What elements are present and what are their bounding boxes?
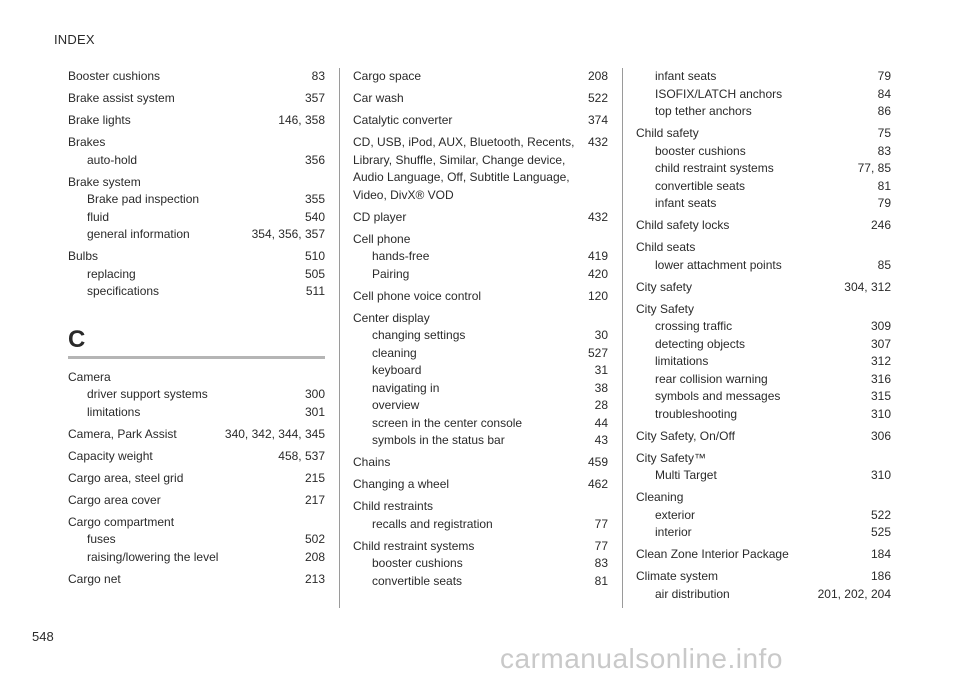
index-entry [68, 448, 325, 466]
index-entry-row [68, 571, 325, 589]
index-page-ref: 215 [304, 470, 325, 485]
index-subentry-row [636, 86, 891, 104]
index-entry [636, 68, 891, 121]
index-entry-row [68, 174, 325, 192]
index-list [68, 68, 325, 301]
index-entry-row [68, 470, 325, 488]
index-page-ref: 525 [870, 525, 891, 539]
index-page-ref: 459 [587, 455, 608, 469]
index-page-ref: 356 [304, 152, 325, 167]
index-entry-row [636, 301, 891, 319]
index-entry [353, 90, 608, 108]
index-term: City Safety, On/Off [636, 428, 735, 443]
index-page-ref: 432 [587, 135, 608, 149]
index-entry-row [68, 448, 325, 466]
index-page-ref: 184 [870, 547, 891, 561]
index-subterm: booster cushions [372, 556, 463, 570]
index-entry-row [353, 538, 608, 556]
index-term: City Safety [636, 301, 695, 316]
index-subentry-row [68, 283, 325, 301]
index-subterm: rear collision warning [655, 371, 768, 386]
index-subentry-row [636, 524, 891, 542]
index-entry-row [68, 369, 325, 387]
index-term: Camera [68, 369, 111, 384]
index-subterm: fuses [87, 532, 116, 546]
index-term: Cargo area cover [68, 492, 161, 507]
index-entry [68, 248, 325, 301]
index-entry [353, 538, 608, 591]
index-term: Catalytic converter [353, 113, 453, 127]
index-subterm: symbols in the status bar [372, 433, 505, 447]
index-subentry-row [636, 178, 891, 196]
index-page-ref: 186 [870, 569, 891, 583]
index-page-ref: 340, 342, 344, 345 [224, 426, 325, 441]
index-subterm: exterior [655, 507, 696, 522]
index-entry-row [636, 568, 891, 586]
index-page-ref [317, 134, 325, 152]
index-subentry-row [68, 191, 325, 209]
index-page-ref: 79 [877, 69, 891, 83]
index-page-ref: 120 [587, 288, 608, 303]
index-page-ref: 505 [304, 266, 325, 281]
index-subterm: Multi Target [655, 468, 717, 482]
index-subentry-row [636, 143, 891, 161]
index-page-ref: 81 [877, 178, 891, 193]
index-entry-row [353, 498, 608, 516]
index-term: Camera, Park Assist [68, 426, 177, 441]
index-subterm: convertible seats [372, 573, 463, 588]
index-subentry-row [68, 226, 325, 244]
index-subentry-row [353, 327, 608, 345]
index-subentry-row [68, 549, 325, 567]
index-page-ref: 310 [870, 406, 891, 421]
index-entry [636, 546, 891, 564]
index-page-ref [883, 301, 891, 319]
index-subterm: child restraint systems [655, 161, 774, 175]
index-term: Chains [353, 455, 391, 469]
index-subterm: overview [372, 398, 420, 412]
index-subterm: limitations [655, 354, 709, 368]
index-entry-row [353, 288, 608, 306]
page-number: 548 [32, 629, 54, 644]
index-page-ref: 307 [870, 336, 891, 351]
index-page-ref: 312 [870, 354, 891, 368]
column-divider [622, 68, 623, 608]
index-page-ref: 77 [594, 538, 608, 553]
index-entry [353, 134, 608, 204]
index-term: Brake assist system [68, 91, 175, 105]
index-subterm: top tether anchors [655, 104, 752, 118]
index-subentry-row [636, 388, 891, 406]
index-page-ref [883, 239, 891, 257]
index-page-ref: 208 [304, 549, 325, 564]
index-entry-row [353, 68, 608, 86]
index-term: CD, USB, iPod, AUX, Bluetooth, Recents, Library, Shuffle, Similar, Change device, Audio Language, Off, Subtitle Language, Video, DivX® VOD [353, 135, 575, 202]
index-subterm: recalls and registration [372, 516, 493, 531]
index-entry [353, 231, 608, 284]
index-entry-row [68, 134, 325, 152]
column-divider [339, 68, 340, 608]
index-subterm: detecting objects [655, 336, 746, 351]
index-page-ref: 420 [587, 266, 608, 281]
index-list [353, 68, 608, 590]
index-page-ref [600, 310, 608, 328]
index-subentry-row [353, 248, 608, 266]
index-subentry-row [353, 555, 608, 573]
index-entry-row [68, 90, 325, 108]
index-page-ref: 30 [594, 328, 608, 342]
index-subterm: troubleshooting [655, 406, 738, 421]
index-page-ref: 217 [304, 492, 325, 507]
index-subentry-row [68, 152, 325, 170]
index-term: Cargo compartment [68, 514, 175, 529]
index-page-ref: 77 [594, 516, 608, 531]
index-page-ref: 28 [594, 398, 608, 412]
index-term: CD player [353, 209, 407, 224]
index-entry-row [68, 68, 325, 86]
index-term: Cargo net [68, 571, 121, 586]
index-page-ref [317, 514, 325, 532]
index-subentry-row [353, 573, 608, 591]
index-column-3 [636, 68, 891, 603]
index-entry [68, 90, 325, 108]
index-page-ref: 374 [587, 113, 608, 127]
index-entry [636, 125, 891, 213]
index-term: Cell phone [353, 231, 411, 246]
index-page-ref [317, 174, 325, 192]
index-entry-row [636, 217, 891, 235]
index-term: Child restraints [353, 499, 434, 513]
index-subentry-row [353, 432, 608, 450]
index-entry-row [353, 454, 608, 472]
index-subentry-row [636, 160, 891, 178]
index-term: Cell phone voice control [353, 288, 482, 303]
index-term: Cargo area, steel grid [68, 470, 184, 485]
index-page-ref: 540 [304, 209, 325, 224]
index-subterm: changing settings [372, 328, 466, 342]
index-page-ref: 316 [870, 371, 891, 386]
index-page-ref: 502 [304, 532, 325, 546]
index-subterm: infant seats [655, 196, 717, 210]
index-entry [636, 301, 891, 424]
index-page-ref [883, 450, 891, 468]
index-subterm: navigating in [372, 380, 440, 395]
index-entry [353, 288, 608, 306]
index-page-ref: 213 [304, 571, 325, 586]
index-entry [353, 454, 608, 472]
index-page-ref: 458, 537 [278, 448, 325, 463]
index-entry [353, 476, 608, 494]
index-page-ref: 77, 85 [857, 161, 891, 175]
index-subterm: Brake pad inspection [87, 192, 200, 206]
index-subterm: air distribution [655, 586, 730, 601]
index-entry-row [68, 112, 325, 130]
index-page-ref: 84 [877, 86, 891, 101]
index-term: Cargo space [353, 69, 422, 83]
index-subterm: convertible seats [655, 178, 746, 193]
index-page-ref: 81 [594, 573, 608, 588]
index-subterm: symbols and messages [655, 389, 781, 403]
index-entry-row [353, 112, 608, 130]
index-subentry-row [636, 371, 891, 389]
index-page-ref: 522 [587, 91, 608, 105]
index-term: Center display [353, 310, 430, 325]
index-list [68, 369, 325, 589]
index-subentry-row [68, 209, 325, 227]
index-subterm: booster cushions [655, 143, 746, 158]
index-page-ref: 522 [870, 507, 891, 522]
index-page-ref: 300 [304, 387, 325, 401]
index-term: Brake lights [68, 113, 131, 127]
index-page-ref: 83 [311, 69, 325, 83]
index-page-ref [600, 231, 608, 249]
index-subentry-row [353, 397, 608, 415]
index-page-ref: 85 [877, 257, 891, 272]
index-entry-row [68, 248, 325, 266]
index-entry-row [353, 476, 608, 494]
index-page-ref: 432 [587, 209, 608, 224]
index-term: Capacity weight [68, 448, 153, 463]
index-term: Child safety [636, 126, 699, 140]
index-subentry-row [353, 266, 608, 284]
index-subterm: Pairing [372, 266, 410, 281]
index-term: Child safety locks [636, 218, 730, 232]
index-subterm: screen in the center console [372, 415, 523, 430]
index-entry [636, 239, 891, 274]
index-subentry-row [636, 586, 891, 604]
index-entry [68, 369, 325, 422]
index-subterm: raising/lowering the level [87, 549, 219, 564]
index-page-ref: 44 [594, 415, 608, 430]
index-subentry-row [636, 195, 891, 213]
index-entry-row [68, 492, 325, 510]
index-entry [68, 426, 325, 444]
index-entry-row [353, 209, 608, 227]
index-entry [636, 279, 891, 297]
index-subentry-row [353, 345, 608, 363]
index-entry [353, 310, 608, 450]
index-subentry-row [636, 353, 891, 371]
index-entry [68, 68, 325, 86]
index-page-ref: 310 [870, 468, 891, 482]
index-page-ref: 511 [305, 284, 325, 298]
index-subentry-row [636, 103, 891, 121]
index-entry-row [68, 426, 325, 444]
index-entry-row [636, 428, 891, 446]
index-subterm: fluid [87, 209, 110, 224]
index-entry [353, 498, 608, 533]
index-term: Car wash [353, 91, 404, 105]
index-page-ref: 355 [304, 192, 325, 206]
index-entry-row [353, 134, 608, 204]
index-page-ref: 208 [587, 69, 608, 83]
index-entry [68, 571, 325, 589]
index-subentry-row [68, 404, 325, 422]
index-term: Bulbs [68, 249, 99, 263]
index-subterm: lower attachment points [655, 257, 782, 272]
index-subterm: hands-free [372, 249, 430, 263]
index-subentry-row [636, 467, 891, 485]
index-page-ref [883, 489, 891, 507]
index-subterm: interior [655, 525, 692, 539]
index-subterm: crossing traffic [655, 319, 733, 333]
index-page-ref [600, 498, 608, 516]
index-entry [636, 217, 891, 235]
index-column-1 [68, 68, 325, 588]
index-subterm: ISOFIX/LATCH anchors [655, 86, 783, 101]
index-entry [353, 209, 608, 227]
index-entry [353, 112, 608, 130]
index-subentry-row [68, 531, 325, 549]
index-subterm: driver support systems [87, 387, 208, 401]
index-entry-row [636, 450, 891, 468]
index-page-ref: 315 [870, 389, 891, 403]
index-term: Brakes [68, 135, 106, 149]
index-page-ref: 306 [870, 428, 891, 443]
index-term: City Safety™ [636, 450, 707, 465]
index-page-ref: 354, 356, 357 [251, 227, 325, 241]
index-entry [636, 489, 891, 542]
index-page-ref: 510 [304, 249, 325, 263]
index-subentry-row [636, 336, 891, 354]
index-subentry-row [353, 415, 608, 433]
index-page-ref: 419 [587, 249, 608, 263]
index-entry [68, 134, 325, 169]
index-page-ref [317, 369, 325, 387]
section-letter-heading: C [68, 327, 325, 359]
index-subterm: cleaning [372, 345, 417, 360]
index-entry-row [353, 90, 608, 108]
index-page-ref: 31 [594, 363, 608, 377]
index-term: Cleaning [636, 490, 684, 504]
index-page-ref: 357 [304, 91, 325, 105]
index-term: Child seats [636, 240, 696, 254]
index-subterm: specifications [87, 284, 160, 298]
index-entry-row [353, 231, 608, 249]
index-term: Brake system [68, 174, 141, 189]
watermark-text: carmanualsonline.info [500, 643, 783, 674]
index-entry [68, 514, 325, 567]
index-subentry-row [353, 362, 608, 380]
index-page-ref: 527 [587, 345, 608, 360]
page-header: INDEX [54, 32, 95, 47]
index-term: Climate system [636, 569, 719, 583]
index-entry-row [636, 125, 891, 143]
index-subentry-row [636, 507, 891, 525]
index-entry [68, 470, 325, 488]
index-term: Clean Zone Interior Package [636, 547, 789, 561]
index-subentry-row [636, 68, 891, 86]
index-subentry-row [353, 516, 608, 534]
index-page-ref: 83 [877, 143, 891, 158]
index-subterm: general information [87, 227, 190, 241]
index-entry-row [636, 489, 891, 507]
index-subentry-row [68, 266, 325, 284]
index-term: City safety [636, 279, 693, 294]
index-page-ref: 43 [594, 433, 608, 447]
index-term: Booster cushions [68, 69, 161, 83]
index-subterm: auto-hold [87, 152, 138, 167]
index-entry-row [353, 310, 608, 328]
index-entry-row [636, 239, 891, 257]
index-entry [68, 174, 325, 244]
index-subentry-row [636, 318, 891, 336]
index-entry [636, 428, 891, 446]
index-entry [68, 492, 325, 510]
index-page-ref: 301 [304, 404, 325, 419]
index-subterm: replacing [87, 266, 136, 281]
index-page-ref: 146, 358 [278, 113, 325, 127]
index-page-ref: 83 [594, 556, 608, 570]
index-page-ref: 86 [877, 104, 891, 118]
index-subterm: infant seats [655, 69, 717, 83]
index-term: Child restraint systems [353, 538, 475, 553]
index-page-ref: 246 [870, 218, 891, 232]
index-entry-row [68, 514, 325, 532]
index-entry [636, 568, 891, 603]
index-page-ref: 201, 202, 204 [817, 586, 891, 601]
index-page-ref: 304, 312 [844, 279, 891, 294]
index-entry-row [636, 279, 891, 297]
index-page-ref: 79 [877, 196, 891, 210]
index-entry [636, 450, 891, 485]
index-page-ref: 309 [870, 319, 891, 333]
index-subentry-row [353, 380, 608, 398]
index-page-ref: 38 [594, 380, 608, 395]
index-subterm: keyboard [372, 363, 422, 377]
index-entry [353, 68, 608, 86]
index-page-ref: 462 [587, 477, 608, 491]
index-entry [68, 112, 325, 130]
index-subentry-row [636, 257, 891, 275]
index-page-ref: 75 [877, 126, 891, 140]
index-column-2 [353, 68, 608, 590]
index-term: Changing a wheel [353, 477, 450, 491]
index-subterm: limitations [87, 404, 141, 419]
index-entry-row [636, 546, 891, 564]
index-subentry-row [636, 406, 891, 424]
index-subentry-row [68, 386, 325, 404]
index-list [636, 68, 891, 603]
